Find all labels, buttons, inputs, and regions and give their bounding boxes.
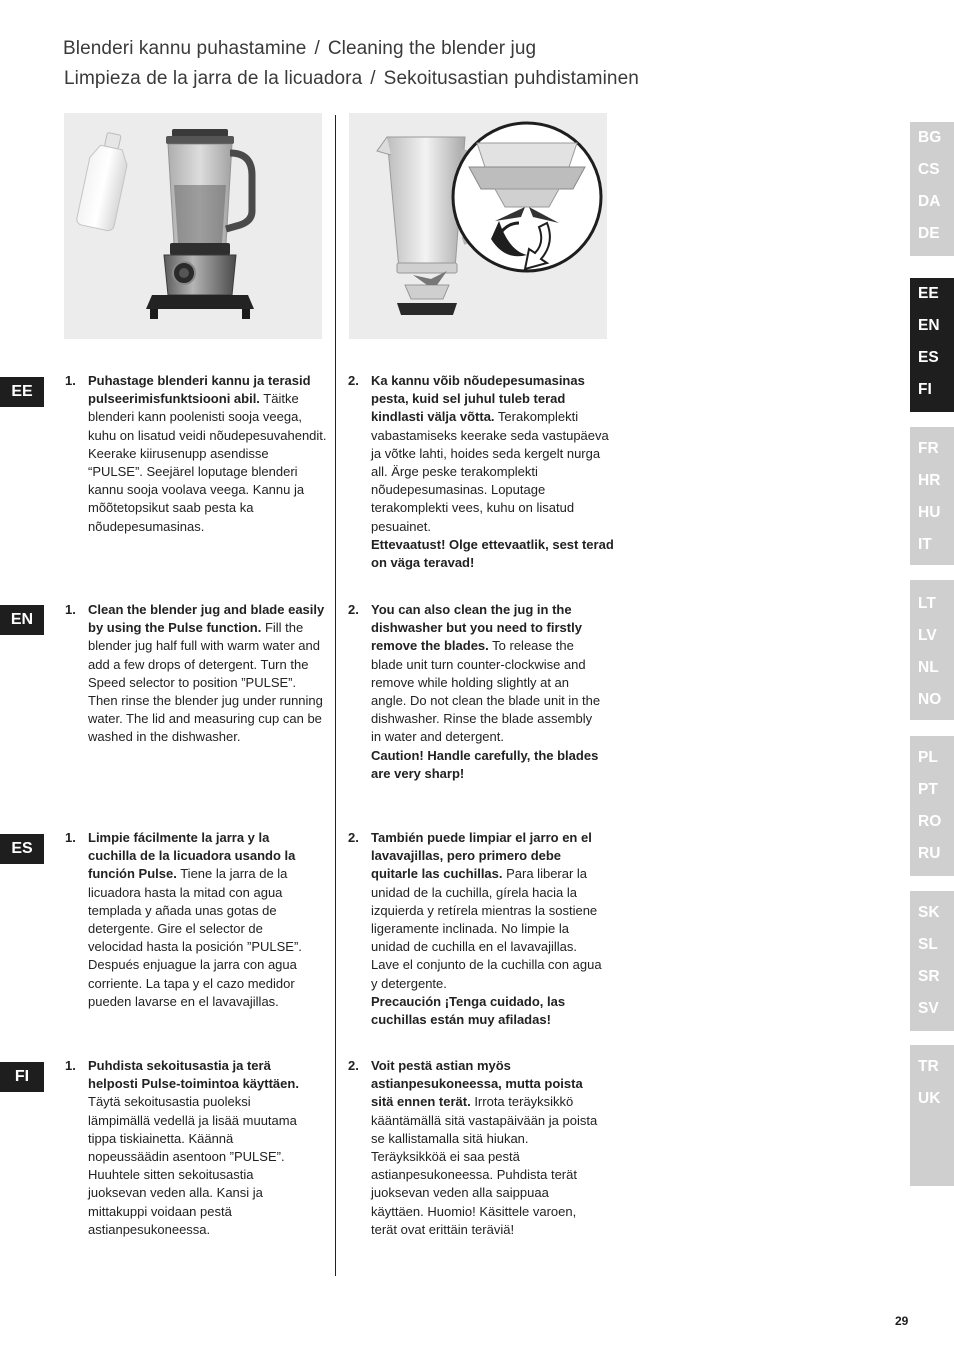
sidebar-group-2-active <box>910 278 954 412</box>
step-number: 2. <box>348 602 359 617</box>
step-text <box>88 601 327 747</box>
sidebar-item-ru[interactable]: RU <box>918 845 941 862</box>
sidebar-item-tr[interactable]: TR <box>918 1058 939 1075</box>
blender-with-detergent-bottle-icon <box>64 113 322 339</box>
step-body: Täytä sekoitusastia puoleksi lämpimällä vedellä ja lisää muutama tippa tiskiainetta. Käännä nopeussäädin asentoon ”PULSE”. Huuhtele sitten sekoitusastia juoksevan veden alla. Kansi ja mittakuppi voidaan pestä astianpesukoneessa. <box>88 1094 297 1237</box>
sidebar-group-4 <box>910 580 954 720</box>
step-bold-lead: Puhastage blenderi kannu ja terasid pulseerimisfunktsiooni abil. <box>88 373 311 407</box>
blender-illustration <box>64 113 322 339</box>
step-bold-lead: Voit pestä astian myös astianpesukoneessa, mutta poista sitä ennen terät. <box>371 1058 583 1110</box>
step-number: 2. <box>348 373 359 388</box>
sidebar-item-da[interactable]: DA <box>918 193 941 210</box>
step-text <box>88 829 315 1011</box>
section-tag-es: ES <box>0 834 44 864</box>
title-fi: Sekoitusastian puhdistaminen <box>383 68 639 89</box>
sidebar-item-fi[interactable]: FI <box>918 381 932 398</box>
ee-step-1 <box>65 372 327 536</box>
step-number: 2. <box>348 830 359 845</box>
page-number: 29 <box>895 1314 909 1328</box>
header-line-1 <box>63 38 536 60</box>
step-body: Fill the blender jug half full with warm water and add a few drops of detergent. Turn the Speed selector to position ”PULSE”. Then rinse the blender jug under running water. The lid and measuring cup can be washed in the dishwasher. <box>88 620 323 745</box>
sidebar-item-lt[interactable]: LT <box>918 595 936 612</box>
step-number: 1. <box>65 373 76 388</box>
section-tag-fi: FI <box>0 1062 44 1092</box>
step-text <box>371 601 603 783</box>
step-body: To release the blade unit turn counter-clockwise and remove while holding slightly at an angle. Do not clean the blade unit in the dishwasher. Rinse the blade assembly in water and detergent. <box>371 638 601 745</box>
step-body: Terakomplekti vabastamiseks keerake seda vastupäeva ja võtke lahti, hoides seda kergelt nurga all. Ärge peske terakomplekti nõudepesumasinas. Loputage terakomplekti vees, kuhu on lisatud pesuainet. <box>371 409 609 534</box>
title-separator: / <box>314 38 320 59</box>
fi-step-1 <box>65 1057 315 1239</box>
step-bold-lead: Limpie fácilmente la jarra y la cuchilla de la licuadora usando la función Pulse. <box>88 830 296 882</box>
en-step-1 <box>65 601 327 747</box>
step-body: Tiene la jarra de la licuadora hasta la mitad con agua templada y añada unas gotas de detergente. Gire el selector de velocidad hasta la posición ”PULSE”. Después enjuague la jarra con agua corriente. La tapa y el cazo medidor pueden lavarse en el lavavajillas. <box>88 866 302 1009</box>
step-warning: Caution! Handle carefully, the blades are very sharp! <box>371 747 599 781</box>
step-body: Para liberar la unidad de la cuchilla, gírela hacia la izquierda y retírela mientras la sostiene ligeramente inclinada. No limpie la unidad de cuchilla en el lavavajillas. Lave el conjunto de la cuchilla con agua y detergente. <box>371 866 602 991</box>
sidebar-item-hr[interactable]: HR <box>918 472 941 489</box>
sidebar-item-sl[interactable]: SL <box>918 936 938 953</box>
sidebar-item-hu[interactable]: HU <box>918 504 941 521</box>
en-step-2 <box>348 601 603 783</box>
step-bold-lead: Ka kannu võib nõudepesumasinas pesta, kuid sel juhul tuleb terad kindlasti välja võtta. <box>371 373 585 425</box>
sidebar-group-1 <box>910 122 954 256</box>
sidebar-item-it[interactable]: IT <box>918 536 932 553</box>
sidebar-group-3 <box>910 427 954 565</box>
es-step-1 <box>65 829 315 1011</box>
jug-blade-illustration <box>349 113 607 339</box>
sidebar-item-lv[interactable]: LV <box>918 627 937 644</box>
step-bold-lead: Clean the blender jug and blade easily by using the Pulse function. <box>88 602 325 636</box>
step-bold-lead: You can also clean the jug in the dishwasher but you need to firstly remove the blades. <box>371 602 582 654</box>
sidebar-item-nl[interactable]: NL <box>918 659 939 676</box>
section-tag-en: EN <box>0 605 44 635</box>
section-tag-ee: EE <box>0 377 44 407</box>
sidebar-item-es[interactable]: ES <box>918 349 939 366</box>
sidebar-item-de[interactable]: DE <box>918 225 940 242</box>
title-es: Limpieza de la jarra de la licuadora <box>64 68 363 89</box>
step-bold-lead: Puhdista sekoitusastia ja terä helposti Pulse-toimintoa käyttäen. <box>88 1058 299 1092</box>
step-body: Irrota teräyksikkö kääntämällä sitä vastapäivään ja poista se kallistamalla sitä hiukan. Teräyksikköä ei saa pestä astianpesukoneessa. Puhdista terät juoksevan veden alla saippuaa käyttäen. Huomio! Käsittele varoen, terät ovat erittäin teräviä! <box>371 1094 598 1237</box>
sidebar-item-sk[interactable]: SK <box>918 904 940 921</box>
sidebar-item-ee[interactable]: EE <box>918 285 939 302</box>
step-number: 1. <box>65 830 76 845</box>
sidebar-group-5 <box>910 736 954 876</box>
jug-and-blade-removal-detail-icon <box>349 113 607 339</box>
step-number: 2. <box>348 1058 359 1073</box>
fi-step-2 <box>348 1057 598 1239</box>
step-text <box>88 1057 315 1239</box>
sidebar-item-pl[interactable]: PL <box>918 749 938 766</box>
title-en: Cleaning the blender jug <box>327 38 537 59</box>
header-line-2 <box>64 68 639 90</box>
step-body: Täitke blenderi kann poolenisti sooja veega, kuhu on lisatud veidi nõudepesuvahendit. Keerake kiirusenupp asendisse “PULSE”. Seejärel loputage blenderi kannu sooja voolava veega. Kannu ja mõõtetopsikut saab pesta ka nõudepesumasinas. <box>88 391 327 534</box>
sidebar-item-bg[interactable]: BG <box>918 129 942 146</box>
sidebar-item-ro[interactable]: RO <box>918 813 942 830</box>
sidebar-item-uk[interactable]: UK <box>918 1090 941 1107</box>
sidebar-item-cs[interactable]: CS <box>918 161 940 178</box>
sidebar-item-en[interactable]: EN <box>918 317 940 334</box>
step-number: 1. <box>65 602 76 617</box>
step-text <box>88 372 327 536</box>
sidebar-item-pt[interactable]: PT <box>918 781 938 798</box>
title-ee: Blenderi kannu puhastamine <box>63 38 307 59</box>
sidebar-item-sr[interactable]: SR <box>918 968 940 985</box>
sidebar-item-sv[interactable]: SV <box>918 1000 939 1017</box>
column-divider <box>335 115 336 1276</box>
step-bold-lead: También puede limpiar el jarro en el lavavajillas, pero primero debe quitarle las cuchillas. <box>371 830 592 882</box>
step-number: 1. <box>65 1058 76 1073</box>
ee-step-2 <box>348 372 618 572</box>
es-step-2 <box>348 829 603 1029</box>
sidebar-item-no[interactable]: NO <box>918 691 942 708</box>
sidebar-item-fr[interactable]: FR <box>918 440 939 457</box>
step-text <box>371 1057 598 1239</box>
step-text <box>371 372 618 572</box>
sidebar-group-6 <box>910 891 954 1031</box>
step-text <box>371 829 603 1029</box>
title-separator: / <box>370 68 376 89</box>
sidebar-group-7 <box>910 1045 954 1186</box>
step-warning: Ettevaatust! Olge ettevaatlik, sest terad on väga teravad! <box>371 536 614 571</box>
step-warning: Precaución ¡Tenga cuidado, las cuchillas están muy afiladas! <box>371 993 566 1028</box>
